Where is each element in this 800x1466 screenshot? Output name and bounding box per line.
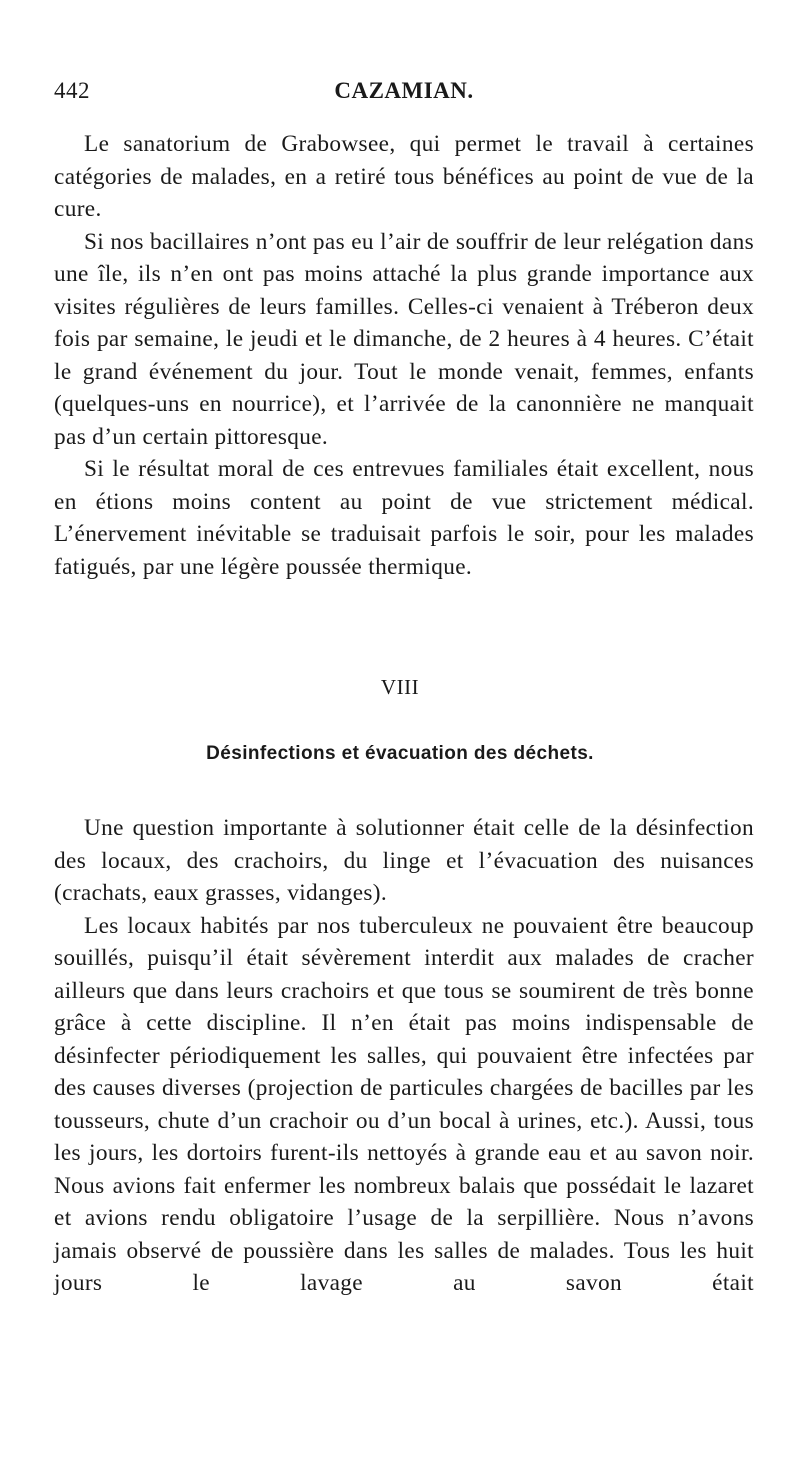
paragraph: Une question importante à solutionner était celle de la désinfection des locaux, des crachoirs, du linge et l’évacuation des nuisances (crachats, eaux grasses, vidanges). [54,815,754,906]
section-text-block [54,812,754,1300]
paragraph: Les locaux habités par nos tuberculeux ne pouvaient être beaucoup souillés, puisqu’il était sévèrement interdit aux malades de cracher ailleurs que dans leurs crachoirs et que tous se soumirent de très bonne grâce à cette discipline. Il n’en était pas moins indispensable de désinfecter périodiquement les salles, qui pouvaient être infectées par des causes diverses (projection de particules chargées de bacilles par les tousseurs, chute d’un crachoir ou d’un bocal à urines, etc.). Aussi, tous les jours, les dortoirs furent-ils nettoyés à grande eau et au savon noir. Nous avions fait enfermer les nombreux balais que possédait le lazaret et avions rendu obligatoire l’usage de la serpillière. Nous n’avons jamais observé de poussière dans les salles de malades. Tous les huit jours le lavage au savon était [54,912,754,1296]
section-number: VIII [380,675,420,699]
paragraph: Si le résultat moral de ces entrevues familiales était excellent, nous en étions moins content au point de vue strictement médical. L’énervement inévitable se traduisait parfois le soir, pour les malades fatigués, par une légère poussée thermique. [54,456,754,580]
intro-text-block [54,128,754,583]
running-title: CAZAMIAN. [334,78,474,103]
section-title: Désinfections et évacuation des déchets. [206,743,594,764]
running-head [54,78,754,112]
page-number: 442 [54,78,90,103]
paragraph: Si nos bacillaires n’ont pas eu l’air de souffrir de leur relégation dans une île, ils n’en ont pas moins attaché la plus grande importance aux visites régulières de leurs familles. Celles-ci venaient à Tréberon deux fois par semaine, le jeudi et le dimanche, de 2 heures à 4 heures. C’était le grand événement du jour. Tout le monde venait, femmes, enfants (quelques-uns en nourrice), et l’arrivée de la canonnière ne manquait pas d’un certain pittoresque. [54,228,754,450]
paragraph: Le sanatorium de Grabowsee, qui permet le travail à certaines catégories de malades, en a retiré tous bénéfices au point de vue de la cure. [54,131,754,222]
